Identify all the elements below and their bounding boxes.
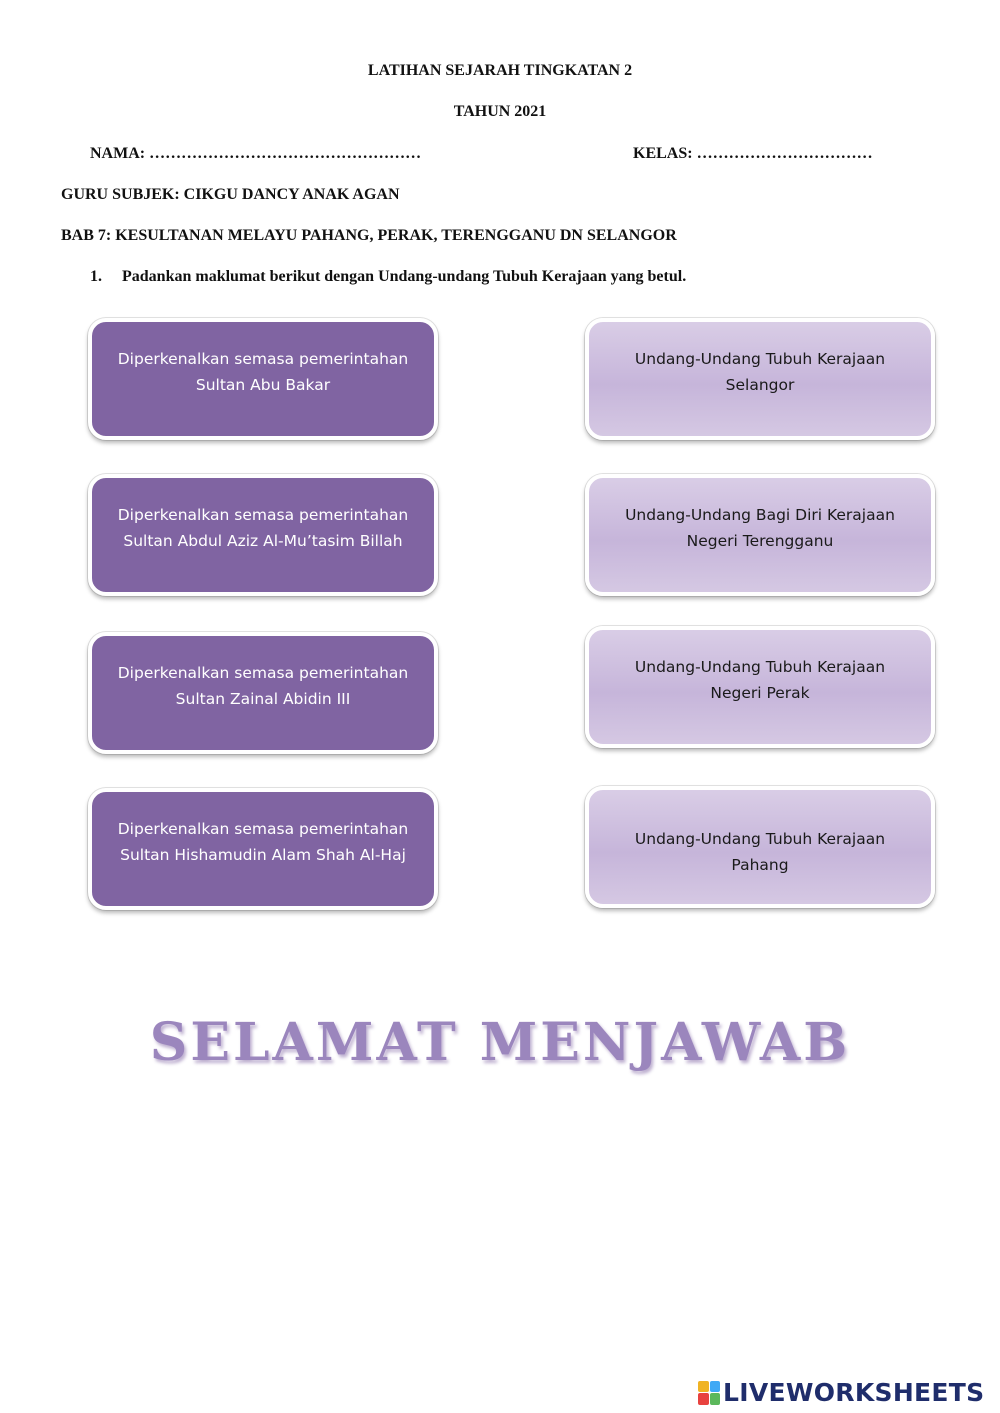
right-card-1[interactable]	[585, 318, 935, 440]
right-card-2[interactable]	[585, 474, 935, 596]
left-card-4[interactable]	[88, 788, 438, 910]
left-card-2[interactable]	[88, 474, 438, 596]
left-card-text: Diperkenalkan semasa pemerintahan Sultan Zainal Abidin III	[117, 664, 409, 708]
chapter-line: BAB 7: KESULTANAN MELAYU PAHANG, PERAK, TERENGGANU DN SELANGOR	[61, 227, 677, 244]
question-number: 1.	[90, 268, 102, 285]
name-field[interactable]: NAMA: ……………………………………………	[90, 145, 422, 162]
right-card-3[interactable]	[585, 626, 935, 748]
worksheet-year: TAHUN 2021	[453, 103, 547, 120]
left-card-1[interactable]	[88, 318, 438, 440]
teacher-line: GURU SUBJEK: CIKGU DANCY ANAK AGAN	[61, 186, 400, 203]
left-card-3[interactable]	[88, 632, 438, 754]
left-card-text: Diperkenalkan semasa pemerintahan Sultan Abdul Aziz Al-Mu’tasim Billah	[117, 506, 409, 550]
worksheet-title: LATIHAN SEJARAH TINGKATAN 2	[367, 62, 633, 79]
question-1	[90, 268, 686, 286]
question-text: Padankan maklumat berikut dengan Undang-undang Tubuh Kerajaan yang betul.	[122, 268, 687, 285]
right-card-text: Undang-Undang Bagi Diri Kerajaan Negeri Terengganu	[625, 506, 895, 550]
right-card-text: Undang-Undang Tubuh Kerajaan Negeri Perak	[634, 658, 886, 702]
left-card-text: Diperkenalkan semasa pemerintahan Sultan Hishamudin Alam Shah Al-Haj	[117, 820, 409, 864]
liveworksheets-brand	[698, 1378, 984, 1407]
left-card-text: Diperkenalkan semasa pemerintahan Sultan Abu Bakar	[117, 350, 409, 394]
closing-banner: SELAMAT MENJAWAB	[149, 1012, 851, 1073]
right-card-text: Undang-Undang Tubuh Kerajaan Pahang	[634, 830, 886, 874]
right-card-4[interactable]	[585, 786, 935, 908]
right-card-text: Undang-Undang Tubuh Kerajaan Selangor	[634, 350, 886, 394]
class-field[interactable]: KELAS: ……………………………	[633, 145, 873, 162]
liveworksheets-logo-icon	[698, 1381, 720, 1405]
brand-name: LIVEWORKSHEETS	[723, 1378, 985, 1407]
